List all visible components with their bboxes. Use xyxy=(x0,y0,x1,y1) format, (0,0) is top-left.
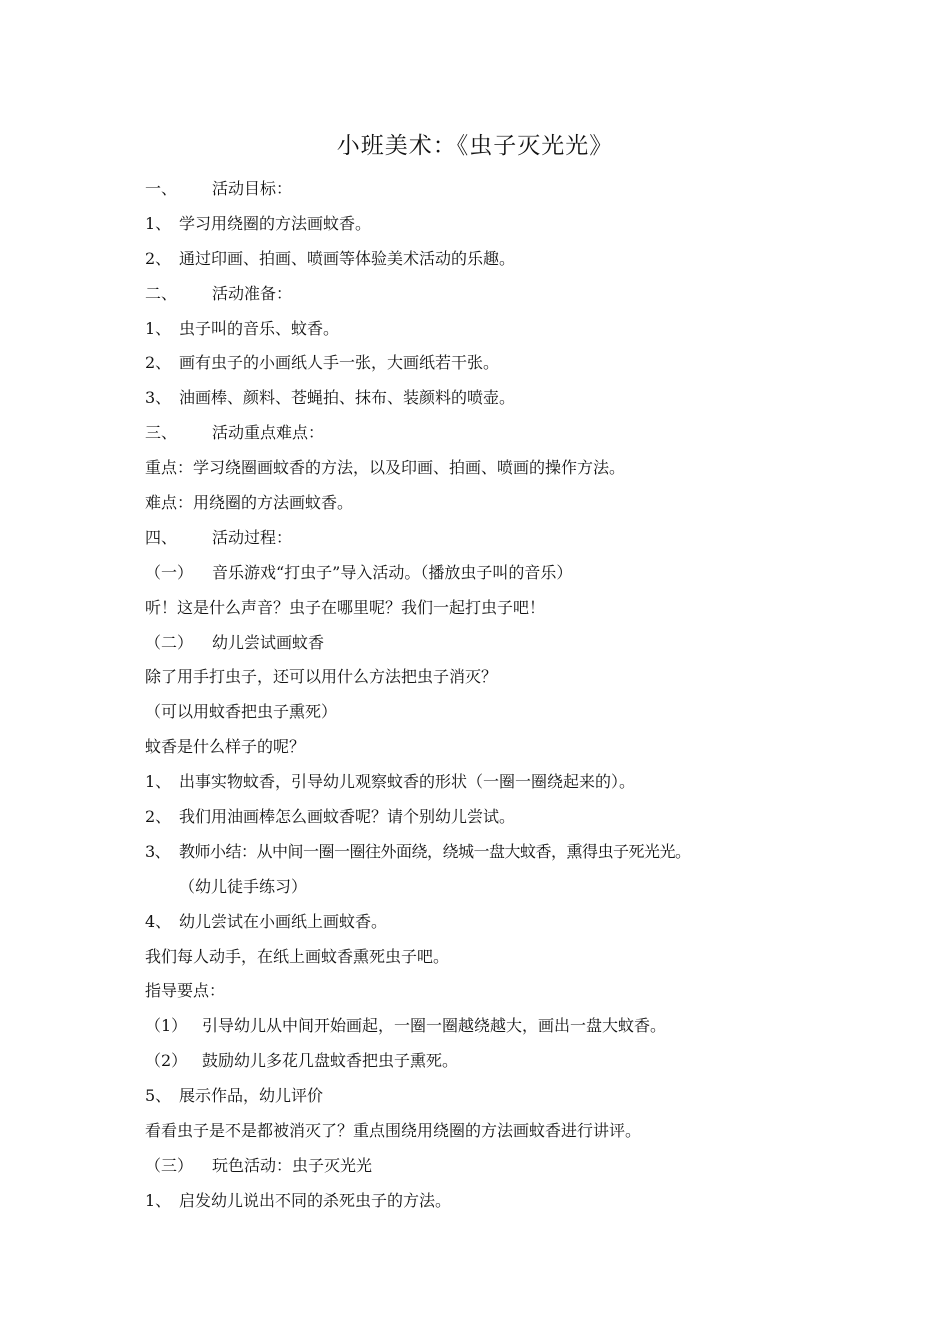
paragraph: 蚊香是什么样子的呢？ xyxy=(145,737,306,757)
item-number: 1、 xyxy=(145,318,172,338)
item-number: 2、 xyxy=(145,807,172,827)
paragraph: 指导要点： xyxy=(145,981,226,1001)
section-title: 活动重点难点： xyxy=(212,423,325,443)
list-item xyxy=(145,207,835,242)
list-item xyxy=(145,765,835,800)
item-text: 启发幼儿说出不同的杀死虫子的方法。 xyxy=(179,1190,452,1210)
item-text: 幼儿尝试在小画纸上画蚊香。 xyxy=(179,911,388,931)
item-number: （1） xyxy=(145,1016,188,1036)
section-number: 三、 xyxy=(145,423,178,443)
section-heading xyxy=(145,277,835,312)
item-text: 虫子叫的音乐、蚊香。 xyxy=(179,318,340,338)
subsection-title: 玩色活动：虫子灭光光 xyxy=(212,1155,373,1175)
item-number: 1、 xyxy=(145,1190,172,1210)
section-number: 二、 xyxy=(145,283,178,303)
item-number: 2、 xyxy=(145,248,172,268)
item-number: 1、 xyxy=(145,213,172,233)
list-item xyxy=(145,1184,835,1219)
subsection-title: 幼儿尝试画蚊香 xyxy=(212,632,325,652)
list-item xyxy=(145,1009,835,1044)
section-title: 活动准备： xyxy=(212,283,293,303)
list-item xyxy=(145,835,835,870)
item-text: 我们用油画棒怎么画蚊香呢？请个别幼儿尝试。 xyxy=(179,807,516,827)
item-text: 学习用绕圈的方法画蚊香。 xyxy=(179,213,372,233)
paragraph: （幼儿徒手练习） xyxy=(179,876,308,896)
item-number: （2） xyxy=(145,1051,188,1071)
item-text: 油画棒、颜料、苍蝇拍、抹布、装颜料的喷壶。 xyxy=(179,388,516,408)
paragraph: 我们每人动手，在纸上画蚊香熏死虫子吧。 xyxy=(145,946,450,966)
list-item xyxy=(145,346,835,381)
list-item xyxy=(145,1079,835,1114)
paragraph: 看看虫子是不是都被消灭了？重点围绕用绕圈的方法画蚊香进行讲评。 xyxy=(145,1121,642,1141)
item-text: 展示作品，幼儿评价 xyxy=(179,1086,324,1106)
item-number: 4、 xyxy=(145,911,172,931)
paragraph: 除了用手打虫子，还可以用什么方法把虫子消灭？ xyxy=(145,667,498,687)
item-number: 5、 xyxy=(145,1086,172,1106)
list-item xyxy=(145,1044,835,1079)
list-item xyxy=(145,381,835,416)
list-item xyxy=(145,800,835,835)
section-title: 活动过程： xyxy=(212,527,293,547)
section-heading xyxy=(145,521,835,556)
document-title: 小班美术：《虫子灭光光》 xyxy=(336,133,614,159)
subsection-heading xyxy=(145,1149,835,1184)
paragraph: （可以用蚊香把虫子熏死） xyxy=(145,702,338,722)
subsection-number: （二） xyxy=(145,632,194,652)
paragraph: 重点：学习绕圈画蚊香的方法，以及印画、拍画、喷画的操作方法。 xyxy=(145,458,626,478)
item-text: 画有虫子的小画纸人手一张，大画纸若干张。 xyxy=(179,353,500,373)
item-number: 3、 xyxy=(145,388,172,408)
list-item xyxy=(145,905,835,940)
item-number: 3、 xyxy=(145,841,171,861)
item-text: 引导幼儿从中间开始画起，一圈一圈越绕越大，画出一盘大蚊香。 xyxy=(202,1016,667,1036)
subsection-heading xyxy=(145,556,835,591)
subsection-number: （一） xyxy=(145,562,194,582)
item-text: 通过印画、拍画、喷画等体验美术活动的乐趣。 xyxy=(179,248,516,268)
item-text: 出事实物蚊香，引导幼儿观察蚊香的形状（一圈一圈绕起来的）。 xyxy=(179,772,636,792)
item-number: 2、 xyxy=(145,353,172,373)
section-title: 活动目标： xyxy=(212,179,293,198)
section-heading xyxy=(145,172,835,207)
subsection-title: 音乐游戏“打虫子”导入活动。（播放虫子叫的音乐） xyxy=(212,562,573,582)
item-number: 1、 xyxy=(145,772,172,792)
item-text: 鼓励幼儿多花几盘蚊香把虫子熏死。 xyxy=(202,1051,459,1071)
section-number: 一、 xyxy=(145,179,178,198)
paragraph: 听！这是什么声音？虫子在哪里呢？我们一起打虫子吧！ xyxy=(145,597,546,617)
section-heading xyxy=(145,416,835,451)
paragraph: 难点：用绕圈的方法画蚊香。 xyxy=(145,493,354,513)
document-body xyxy=(145,172,835,1219)
list-item xyxy=(145,242,835,277)
subsection-number: （三） xyxy=(145,1155,194,1175)
item-text: 教师小结：从中间一圈一圈往外面绕，绕城一盘大蚊香，熏得虫子死光光。 xyxy=(179,841,691,861)
list-item xyxy=(145,312,835,347)
subsection-heading xyxy=(145,626,835,661)
section-number: 四、 xyxy=(145,527,178,547)
